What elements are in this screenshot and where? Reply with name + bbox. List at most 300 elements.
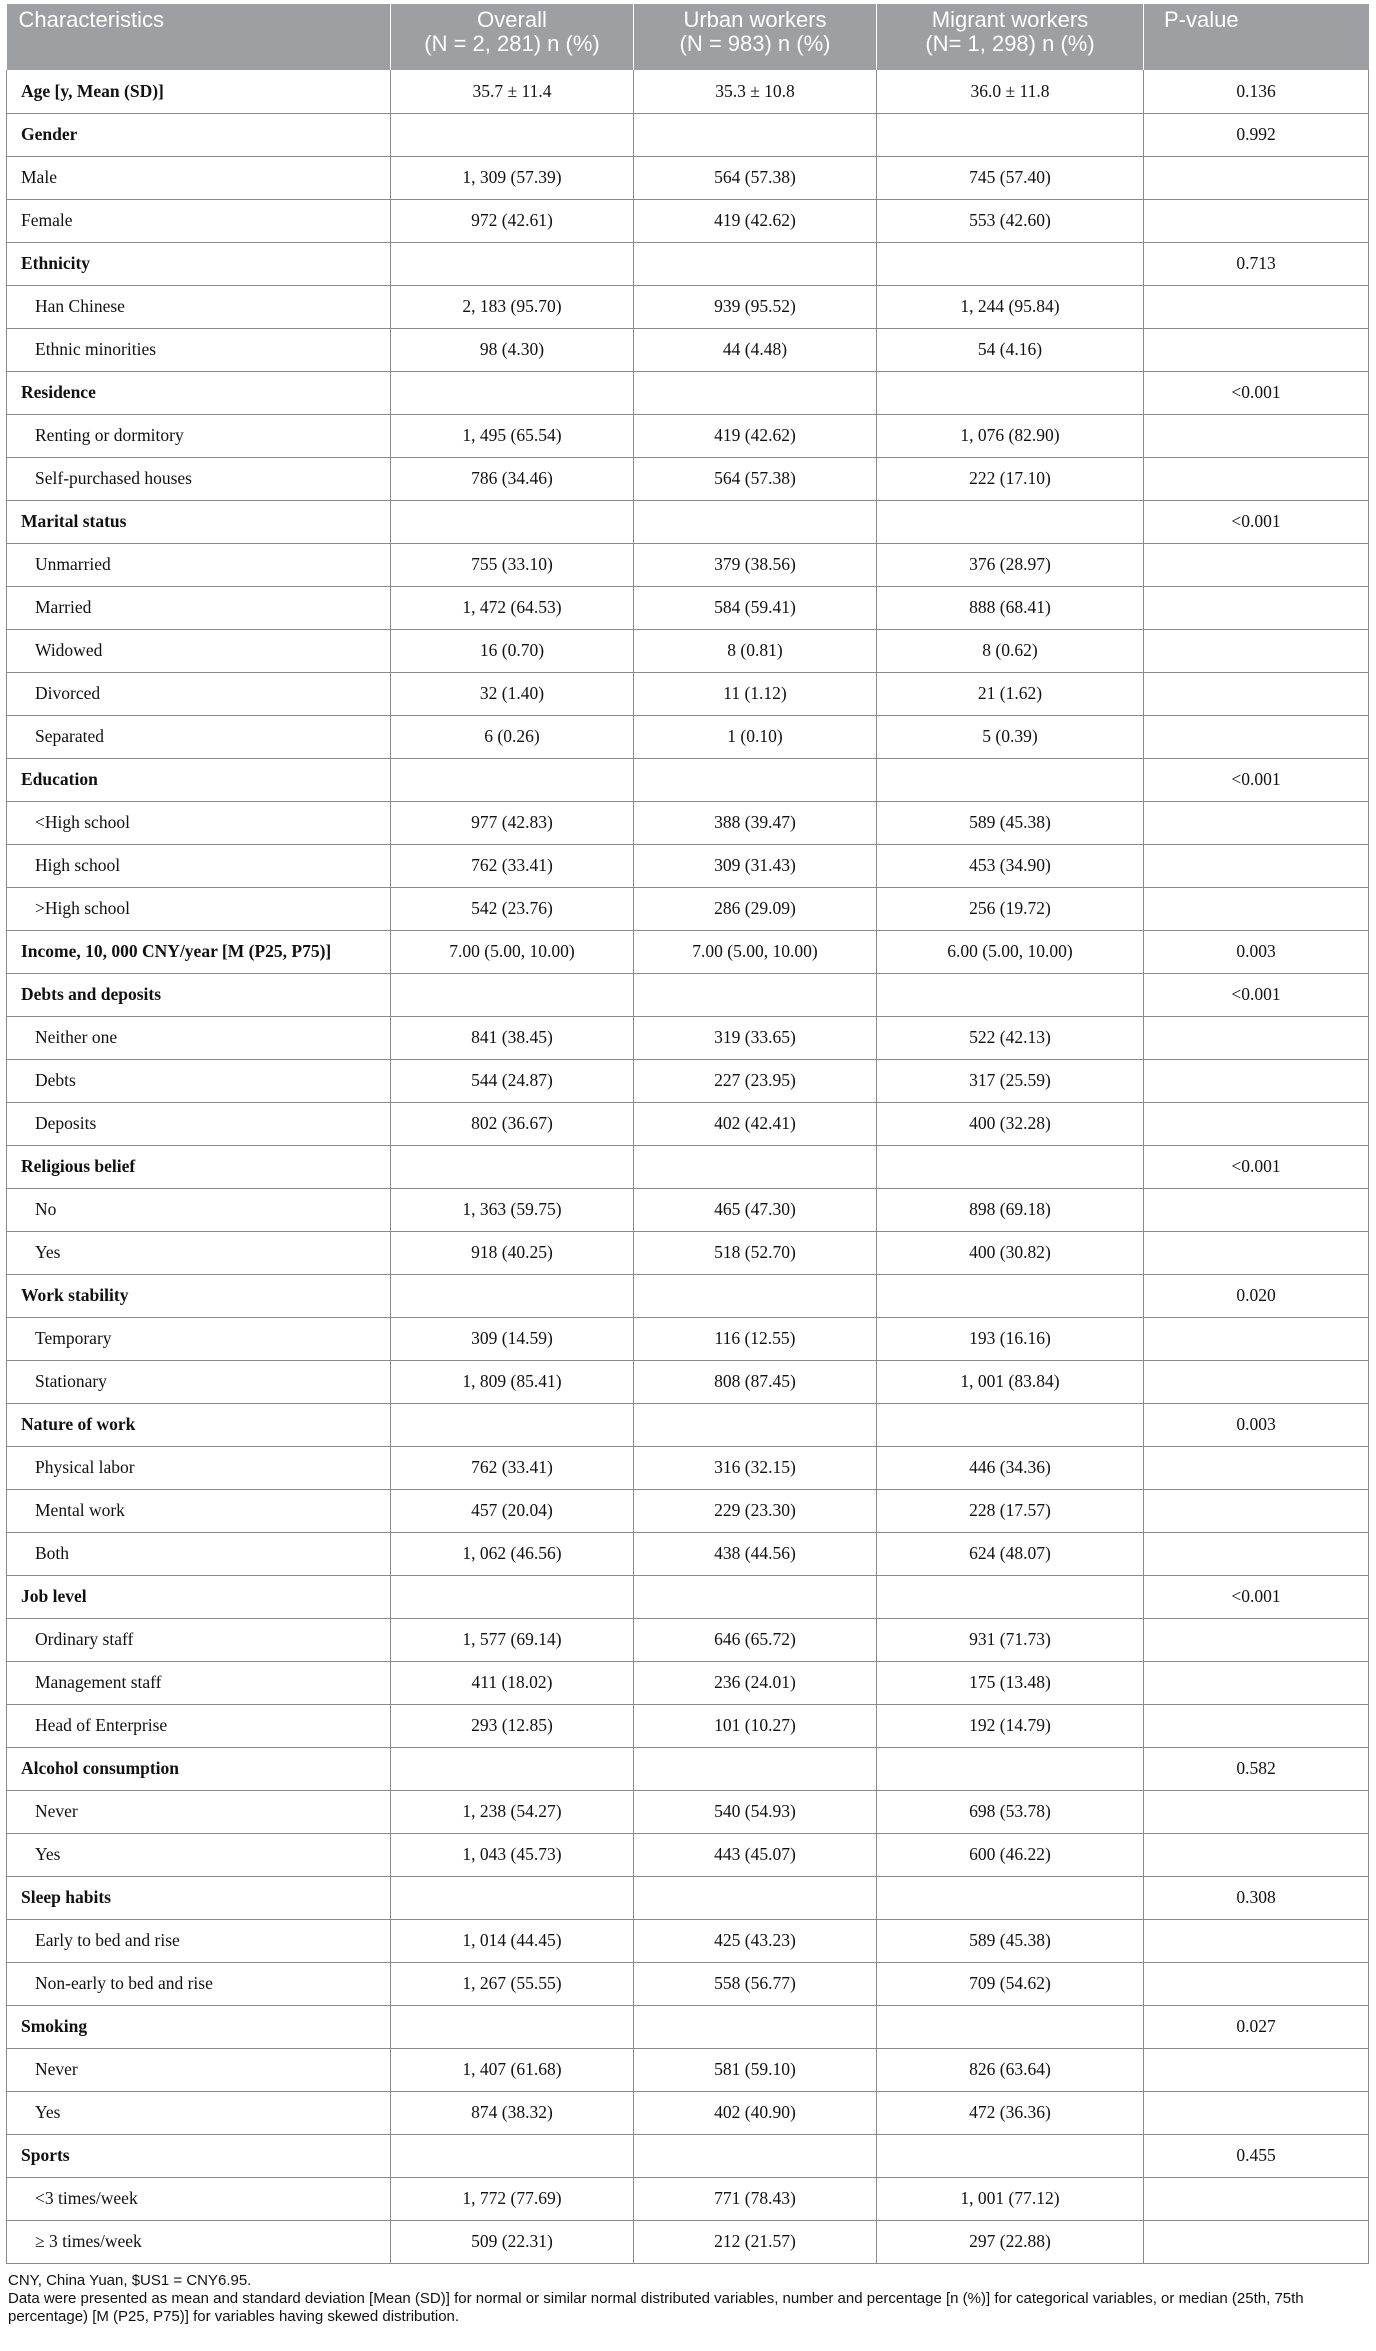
cell-migrant: 826 (63.64) xyxy=(877,2048,1144,2091)
cell-migrant: 222 (17.10) xyxy=(877,457,1144,500)
cell-migrant xyxy=(877,1403,1144,1446)
cell-overall: 762 (33.41) xyxy=(391,844,634,887)
cell-overall: 293 (12.85) xyxy=(391,1704,634,1747)
cell-urban: 402 (42.41) xyxy=(634,1102,877,1145)
table-row xyxy=(7,285,1369,328)
cell-migrant: 745 (57.40) xyxy=(877,156,1144,199)
header-row xyxy=(7,4,1369,70)
cell-pvalue: 0.027 xyxy=(1144,2005,1369,2048)
table-row-group xyxy=(7,1145,1369,1188)
cell-urban: 584 (59.41) xyxy=(634,586,877,629)
cell-migrant: 400 (30.82) xyxy=(877,1231,1144,1274)
cell-pvalue xyxy=(1144,1833,1369,1876)
cell-pvalue: <0.001 xyxy=(1144,758,1369,801)
cell-urban xyxy=(634,1145,877,1188)
cell-urban: 7.00 (5.00, 10.00) xyxy=(634,930,877,973)
cell-characteristic: Neither one xyxy=(7,1016,391,1059)
header-characteristics: Characteristics xyxy=(7,4,391,70)
cell-overall: 762 (33.41) xyxy=(391,1446,634,1489)
cell-overall xyxy=(391,1403,634,1446)
cell-migrant: 54 (4.16) xyxy=(877,328,1144,371)
cell-urban: 402 (40.90) xyxy=(634,2091,877,2134)
cell-pvalue: 0.136 xyxy=(1144,70,1369,113)
cell-pvalue xyxy=(1144,1446,1369,1489)
cell-pvalue xyxy=(1144,1489,1369,1532)
cell-urban: 939 (95.52) xyxy=(634,285,877,328)
table-row xyxy=(7,1704,1369,1747)
table-row-group xyxy=(7,1747,1369,1790)
cell-urban xyxy=(634,1876,877,1919)
cell-characteristic: Widowed xyxy=(7,629,391,672)
cell-pvalue xyxy=(1144,715,1369,758)
cell-urban xyxy=(634,1747,877,1790)
table-row xyxy=(7,2220,1369,2263)
cell-urban xyxy=(634,1274,877,1317)
cell-overall xyxy=(391,500,634,543)
cell-overall: 544 (24.87) xyxy=(391,1059,634,1102)
cell-overall: 1, 363 (59.75) xyxy=(391,1188,634,1231)
table-row-group xyxy=(7,70,1369,113)
cell-characteristic: Marital status xyxy=(7,500,391,543)
cell-migrant: 453 (34.90) xyxy=(877,844,1144,887)
cell-characteristic: Yes xyxy=(7,1833,391,1876)
cell-migrant xyxy=(877,758,1144,801)
cell-pvalue xyxy=(1144,414,1369,457)
cell-migrant xyxy=(877,371,1144,414)
cell-characteristic: >High school xyxy=(7,887,391,930)
cell-characteristic: Head of Enterprise xyxy=(7,1704,391,1747)
table-row xyxy=(7,2048,1369,2091)
cell-characteristic: Residence xyxy=(7,371,391,414)
cell-overall: 1, 495 (65.54) xyxy=(391,414,634,457)
cell-migrant: 400 (32.28) xyxy=(877,1102,1144,1145)
cell-urban: 419 (42.62) xyxy=(634,199,877,242)
table-row xyxy=(7,844,1369,887)
cell-urban: 564 (57.38) xyxy=(634,457,877,500)
cell-urban: 11 (1.12) xyxy=(634,672,877,715)
cell-pvalue: <0.001 xyxy=(1144,1575,1369,1618)
table-row-group xyxy=(7,930,1369,973)
table-row xyxy=(7,328,1369,371)
cell-characteristic: Yes xyxy=(7,2091,391,2134)
cell-migrant: 175 (13.48) xyxy=(877,1661,1144,1704)
table-row xyxy=(7,2177,1369,2220)
cell-characteristic: Ethnic minorities xyxy=(7,328,391,371)
footnote-methods: Data were presented as mean and standard deviation [Mean (SD)] for normal or similar normal distributed variables, number and percentage [n (%)] for categorical variables, or median (25th, 75th percentage) [M (P25, P75)] for variables having skewed distribution. xyxy=(8,2289,1304,2325)
cell-characteristic: Never xyxy=(7,2048,391,2091)
table-row xyxy=(7,1059,1369,1102)
cell-characteristic: Han Chinese xyxy=(7,285,391,328)
table-row xyxy=(7,586,1369,629)
cell-pvalue: <0.001 xyxy=(1144,500,1369,543)
cell-migrant: 192 (14.79) xyxy=(877,1704,1144,1747)
cell-urban: 808 (87.45) xyxy=(634,1360,877,1403)
cell-migrant xyxy=(877,2134,1144,2177)
cell-overall: 1, 043 (45.73) xyxy=(391,1833,634,1876)
cell-pvalue xyxy=(1144,328,1369,371)
cell-migrant xyxy=(877,500,1144,543)
cell-characteristic: Nature of work xyxy=(7,1403,391,1446)
header-pvalue: P-value xyxy=(1144,4,1369,70)
cell-migrant xyxy=(877,1747,1144,1790)
cell-characteristic: Debts xyxy=(7,1059,391,1102)
cell-urban: 540 (54.93) xyxy=(634,1790,877,1833)
cell-urban: 1 (0.10) xyxy=(634,715,877,758)
cell-urban: 518 (52.70) xyxy=(634,1231,877,1274)
cell-migrant xyxy=(877,1145,1144,1188)
cell-pvalue xyxy=(1144,156,1369,199)
table-row xyxy=(7,629,1369,672)
cell-migrant xyxy=(877,2005,1144,2048)
cell-overall xyxy=(391,242,634,285)
table-footnotes xyxy=(6,2272,1348,2326)
header-urban-sub: (N = 983) n (%) xyxy=(679,31,831,56)
cell-migrant: 36.0 ± 11.8 xyxy=(877,70,1144,113)
cell-migrant: 446 (34.36) xyxy=(877,1446,1144,1489)
cell-overall: 98 (4.30) xyxy=(391,328,634,371)
table-row-group xyxy=(7,500,1369,543)
cell-pvalue: <0.001 xyxy=(1144,1145,1369,1188)
cell-migrant xyxy=(877,242,1144,285)
cell-migrant: 8 (0.62) xyxy=(877,629,1144,672)
cell-migrant: 698 (53.78) xyxy=(877,1790,1144,1833)
cell-characteristic: Both xyxy=(7,1532,391,1575)
cell-migrant: 553 (42.60) xyxy=(877,199,1144,242)
characteristics-table xyxy=(6,4,1369,2264)
cell-characteristic: Separated xyxy=(7,715,391,758)
cell-overall: 32 (1.40) xyxy=(391,672,634,715)
cell-overall: 1, 577 (69.14) xyxy=(391,1618,634,1661)
cell-pvalue xyxy=(1144,1188,1369,1231)
cell-overall xyxy=(391,758,634,801)
table-row-group xyxy=(7,2134,1369,2177)
cell-characteristic: Mental work xyxy=(7,1489,391,1532)
cell-urban: 44 (4.48) xyxy=(634,328,877,371)
table-row xyxy=(7,801,1369,844)
cell-characteristic: Temporary xyxy=(7,1317,391,1360)
table-row-group xyxy=(7,113,1369,156)
table-row xyxy=(7,1360,1369,1403)
cell-overall xyxy=(391,2005,634,2048)
cell-urban: 564 (57.38) xyxy=(634,156,877,199)
cell-pvalue xyxy=(1144,1360,1369,1403)
cell-urban xyxy=(634,2134,877,2177)
cell-pvalue xyxy=(1144,457,1369,500)
cell-pvalue xyxy=(1144,1102,1369,1145)
cell-migrant: 600 (46.22) xyxy=(877,1833,1144,1876)
table-row xyxy=(7,2091,1369,2134)
cell-pvalue xyxy=(1144,1016,1369,1059)
cell-overall: 542 (23.76) xyxy=(391,887,634,930)
cell-urban xyxy=(634,758,877,801)
table-row xyxy=(7,1661,1369,1704)
header-migrant xyxy=(877,4,1144,70)
cell-urban: 212 (21.57) xyxy=(634,2220,877,2263)
table-row-group xyxy=(7,242,1369,285)
cell-overall: 972 (42.61) xyxy=(391,199,634,242)
cell-urban: 388 (39.47) xyxy=(634,801,877,844)
cell-pvalue xyxy=(1144,1962,1369,2005)
cell-overall: 874 (38.32) xyxy=(391,2091,634,2134)
cell-pvalue xyxy=(1144,1919,1369,1962)
cell-pvalue xyxy=(1144,1704,1369,1747)
cell-migrant: 624 (48.07) xyxy=(877,1532,1144,1575)
cell-characteristic: Age [y, Mean (SD)] xyxy=(7,70,391,113)
cell-characteristic: Never xyxy=(7,1790,391,1833)
cell-characteristic: Yes xyxy=(7,1231,391,1274)
cell-urban: 558 (56.77) xyxy=(634,1962,877,2005)
cell-overall: 6 (0.26) xyxy=(391,715,634,758)
cell-characteristic: Unmarried xyxy=(7,543,391,586)
cell-migrant: 297 (22.88) xyxy=(877,2220,1144,2263)
cell-pvalue xyxy=(1144,672,1369,715)
cell-urban: 116 (12.55) xyxy=(634,1317,877,1360)
cell-migrant: 1, 244 (95.84) xyxy=(877,285,1144,328)
cell-characteristic: Married xyxy=(7,586,391,629)
cell-urban: 229 (23.30) xyxy=(634,1489,877,1532)
cell-characteristic: Work stability xyxy=(7,1274,391,1317)
cell-pvalue: 0.003 xyxy=(1144,1403,1369,1446)
table-row xyxy=(7,1016,1369,1059)
cell-migrant: 317 (25.59) xyxy=(877,1059,1144,1102)
cell-characteristic: Female xyxy=(7,199,391,242)
cell-characteristic: Sports xyxy=(7,2134,391,2177)
characteristics-table-container xyxy=(6,4,1368,2326)
header-urban-label: Urban workers xyxy=(683,7,827,32)
cell-urban: 236 (24.01) xyxy=(634,1661,877,1704)
cell-pvalue: 0.308 xyxy=(1144,1876,1369,1919)
cell-migrant: 6.00 (5.00, 10.00) xyxy=(877,930,1144,973)
cell-urban: 465 (47.30) xyxy=(634,1188,877,1231)
table-row xyxy=(7,1790,1369,1833)
table-body xyxy=(7,70,1369,2263)
cell-pvalue: 0.003 xyxy=(1144,930,1369,973)
cell-urban: 316 (32.15) xyxy=(634,1446,877,1489)
cell-overall xyxy=(391,1747,634,1790)
cell-pvalue xyxy=(1144,629,1369,672)
cell-characteristic: Ordinary staff xyxy=(7,1618,391,1661)
cell-overall: 918 (40.25) xyxy=(391,1231,634,1274)
cell-overall: 1, 309 (57.39) xyxy=(391,156,634,199)
cell-urban: 35.3 ± 10.8 xyxy=(634,70,877,113)
cell-overall: 35.7 ± 11.4 xyxy=(391,70,634,113)
cell-overall xyxy=(391,1145,634,1188)
cell-pvalue: 0.992 xyxy=(1144,113,1369,156)
cell-overall: 1, 238 (54.27) xyxy=(391,1790,634,1833)
header-overall xyxy=(391,4,634,70)
cell-migrant: 898 (69.18) xyxy=(877,1188,1144,1231)
cell-overall: 16 (0.70) xyxy=(391,629,634,672)
table-row-group xyxy=(7,758,1369,801)
cell-urban xyxy=(634,973,877,1016)
cell-urban xyxy=(634,113,877,156)
cell-migrant xyxy=(877,113,1144,156)
cell-urban xyxy=(634,242,877,285)
table-row xyxy=(7,887,1369,930)
cell-overall xyxy=(391,2134,634,2177)
cell-characteristic: Alcohol consumption xyxy=(7,1747,391,1790)
cell-pvalue: 0.713 xyxy=(1144,242,1369,285)
table-row-group xyxy=(7,1876,1369,1919)
cell-urban: 438 (44.56) xyxy=(634,1532,877,1575)
cell-characteristic: Gender xyxy=(7,113,391,156)
cell-pvalue xyxy=(1144,801,1369,844)
cell-pvalue xyxy=(1144,285,1369,328)
cell-overall: 1, 809 (85.41) xyxy=(391,1360,634,1403)
table-row xyxy=(7,156,1369,199)
cell-overall: 755 (33.10) xyxy=(391,543,634,586)
cell-pvalue xyxy=(1144,1790,1369,1833)
cell-characteristic: Stationary xyxy=(7,1360,391,1403)
cell-characteristic: <3 times/week xyxy=(7,2177,391,2220)
cell-pvalue xyxy=(1144,1618,1369,1661)
cell-characteristic: High school xyxy=(7,844,391,887)
cell-pvalue: <0.001 xyxy=(1144,973,1369,1016)
cell-overall: 977 (42.83) xyxy=(391,801,634,844)
cell-migrant xyxy=(877,1274,1144,1317)
cell-urban: 309 (31.43) xyxy=(634,844,877,887)
table-row xyxy=(7,1188,1369,1231)
cell-characteristic: Job level xyxy=(7,1575,391,1618)
table-row xyxy=(7,1532,1369,1575)
cell-pvalue xyxy=(1144,1317,1369,1360)
cell-urban: 581 (59.10) xyxy=(634,2048,877,2091)
cell-pvalue xyxy=(1144,1059,1369,1102)
cell-migrant: 472 (36.36) xyxy=(877,2091,1144,2134)
cell-migrant: 1, 076 (82.90) xyxy=(877,414,1144,457)
cell-pvalue: 0.455 xyxy=(1144,2134,1369,2177)
cell-migrant: 522 (42.13) xyxy=(877,1016,1144,1059)
cell-overall: 509 (22.31) xyxy=(391,2220,634,2263)
cell-pvalue xyxy=(1144,586,1369,629)
cell-urban xyxy=(634,500,877,543)
cell-migrant: 193 (16.16) xyxy=(877,1317,1144,1360)
cell-overall: 7.00 (5.00, 10.00) xyxy=(391,930,634,973)
cell-urban xyxy=(634,2005,877,2048)
cell-characteristic: ≥ 3 times/week xyxy=(7,2220,391,2263)
table-row xyxy=(7,1962,1369,2005)
cell-overall: 1, 014 (44.45) xyxy=(391,1919,634,1962)
header-migrant-sub: (N= 1, 298) n (%) xyxy=(925,31,1095,56)
cell-characteristic: Management staff xyxy=(7,1661,391,1704)
cell-migrant: 5 (0.39) xyxy=(877,715,1144,758)
cell-urban: 379 (38.56) xyxy=(634,543,877,586)
cell-migrant: 256 (19.72) xyxy=(877,887,1144,930)
cell-pvalue xyxy=(1144,844,1369,887)
cell-overall: 1, 472 (64.53) xyxy=(391,586,634,629)
cell-overall: 1, 772 (77.69) xyxy=(391,2177,634,2220)
cell-pvalue xyxy=(1144,2048,1369,2091)
table-row xyxy=(7,199,1369,242)
cell-urban: 419 (42.62) xyxy=(634,414,877,457)
cell-migrant: 589 (45.38) xyxy=(877,1919,1144,1962)
cell-characteristic: Religious belief xyxy=(7,1145,391,1188)
cell-pvalue xyxy=(1144,2177,1369,2220)
cell-pvalue: 0.582 xyxy=(1144,1747,1369,1790)
cell-characteristic: Early to bed and rise xyxy=(7,1919,391,1962)
table-row xyxy=(7,1317,1369,1360)
cell-overall: 1, 062 (46.56) xyxy=(391,1532,634,1575)
cell-overall xyxy=(391,113,634,156)
cell-migrant: 228 (17.57) xyxy=(877,1489,1144,1532)
cell-characteristic: Physical labor xyxy=(7,1446,391,1489)
cell-pvalue xyxy=(1144,887,1369,930)
cell-characteristic: No xyxy=(7,1188,391,1231)
cell-migrant: 1, 001 (83.84) xyxy=(877,1360,1144,1403)
cell-overall: 1, 267 (55.55) xyxy=(391,1962,634,2005)
cell-urban: 425 (43.23) xyxy=(634,1919,877,1962)
cell-characteristic: Education xyxy=(7,758,391,801)
table-row xyxy=(7,1919,1369,1962)
table-header xyxy=(7,4,1369,70)
table-row xyxy=(7,1102,1369,1145)
header-migrant-label: Migrant workers xyxy=(931,7,1089,32)
cell-characteristic: Self-purchased houses xyxy=(7,457,391,500)
cell-characteristic: Sleep habits xyxy=(7,1876,391,1919)
table-row xyxy=(7,1489,1369,1532)
cell-overall: 457 (20.04) xyxy=(391,1489,634,1532)
cell-pvalue xyxy=(1144,199,1369,242)
cell-urban: 771 (78.43) xyxy=(634,2177,877,2220)
cell-urban xyxy=(634,1403,877,1446)
cell-overall: 1, 407 (61.68) xyxy=(391,2048,634,2091)
cell-migrant xyxy=(877,1876,1144,1919)
cell-pvalue xyxy=(1144,543,1369,586)
cell-characteristic: Male xyxy=(7,156,391,199)
cell-overall: 411 (18.02) xyxy=(391,1661,634,1704)
cell-overall xyxy=(391,1876,634,1919)
header-overall-label: Overall xyxy=(477,7,547,32)
cell-migrant xyxy=(877,1575,1144,1618)
cell-urban: 319 (33.65) xyxy=(634,1016,877,1059)
cell-overall xyxy=(391,371,634,414)
cell-migrant: 1, 001 (77.12) xyxy=(877,2177,1144,2220)
cell-migrant: 21 (1.62) xyxy=(877,672,1144,715)
header-overall-sub: (N = 2, 281) n (%) xyxy=(424,31,600,56)
cell-overall: 802 (36.67) xyxy=(391,1102,634,1145)
cell-urban xyxy=(634,371,877,414)
cell-overall xyxy=(391,973,634,1016)
cell-urban: 8 (0.81) xyxy=(634,629,877,672)
cell-urban: 286 (29.09) xyxy=(634,887,877,930)
table-row xyxy=(7,672,1369,715)
cell-migrant: 931 (71.73) xyxy=(877,1618,1144,1661)
cell-characteristic: Income, 10, 000 CNY/year [M (P25, P75)] xyxy=(7,930,391,973)
table-row xyxy=(7,1231,1369,1274)
cell-migrant: 888 (68.41) xyxy=(877,586,1144,629)
cell-pvalue: 0.020 xyxy=(1144,1274,1369,1317)
cell-overall: 2, 183 (95.70) xyxy=(391,285,634,328)
cell-pvalue xyxy=(1144,2220,1369,2263)
table-row xyxy=(7,457,1369,500)
cell-overall: 786 (34.46) xyxy=(391,457,634,500)
cell-pvalue: <0.001 xyxy=(1144,371,1369,414)
cell-characteristic: Non-early to bed and rise xyxy=(7,1962,391,2005)
cell-characteristic: <High school xyxy=(7,801,391,844)
table-row xyxy=(7,715,1369,758)
table-row-group xyxy=(7,1274,1369,1317)
cell-characteristic: Debts and deposits xyxy=(7,973,391,1016)
cell-pvalue xyxy=(1144,1532,1369,1575)
cell-overall xyxy=(391,1274,634,1317)
cell-migrant: 589 (45.38) xyxy=(877,801,1144,844)
cell-overall: 309 (14.59) xyxy=(391,1317,634,1360)
cell-pvalue xyxy=(1144,1661,1369,1704)
cell-pvalue xyxy=(1144,1231,1369,1274)
cell-characteristic: Renting or dormitory xyxy=(7,414,391,457)
table-row-group xyxy=(7,973,1369,1016)
table-row-group xyxy=(7,2005,1369,2048)
